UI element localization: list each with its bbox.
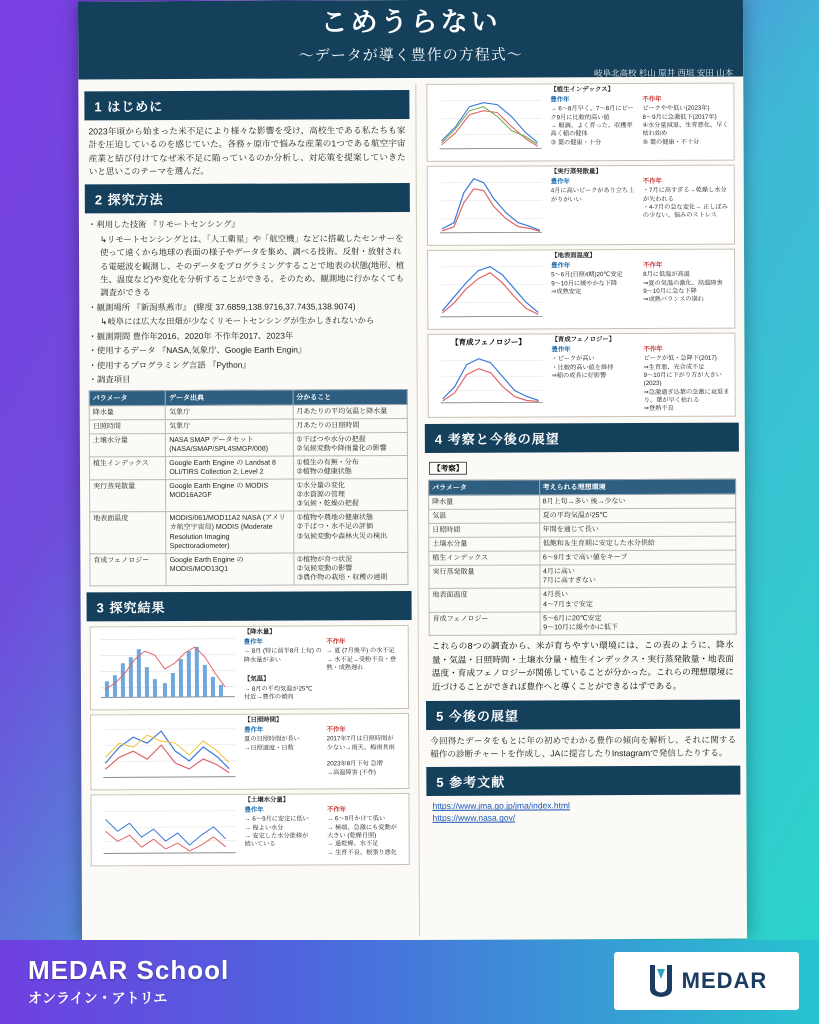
note-title: 【育成フェノロジー】 bbox=[551, 336, 616, 344]
section-heading-intro: 1 はじめに bbox=[84, 90, 409, 120]
cell-source: Google Earth Engine の MODIS MOD16A2GF bbox=[166, 479, 293, 512]
cell-ideal: 5〜6月に20℃安定 9〜10月に緩やかに低下 bbox=[540, 611, 737, 635]
note-bad-head: 不作年 bbox=[643, 261, 663, 269]
note-good-text: → 8月 (特に前半8月上旬) の降水量が多い bbox=[243, 647, 322, 664]
cell-source: NASA SMAP データセット (NASA/SMAP/SPL4SMGP/008) bbox=[166, 433, 293, 457]
table-row bbox=[89, 432, 407, 457]
note-good-text: 4月に高いピークがあり立ち上がりがいい bbox=[550, 187, 635, 204]
cell-finding: ①干ばつや水分の把握 ②気候変動や降雨量化の影響 bbox=[293, 432, 408, 456]
chart-ndvi bbox=[427, 84, 547, 161]
cell-ideal: 4月長い 4〜7月まで安定 bbox=[540, 588, 737, 612]
soil-moisture-chart-svg bbox=[93, 797, 239, 864]
cell-finding: ①水分量の変化 ②水資源の管理 ③気候・乾燥の把握 bbox=[293, 479, 408, 512]
note-bad-head: 不作年 bbox=[643, 345, 663, 353]
note-bad-head: 不作年 bbox=[642, 95, 662, 103]
cell-source: Google Earth Engine の Landsat 8 OLI/TIRS Collection 2, Level 2 bbox=[166, 456, 293, 480]
table-row bbox=[429, 611, 736, 636]
chart-sunshine bbox=[91, 715, 241, 790]
table-row bbox=[429, 536, 736, 551]
cell-param: 土壌水分量 bbox=[429, 537, 540, 552]
cell-source: 気象庁 bbox=[166, 405, 293, 420]
cell-param: 気温 bbox=[429, 509, 540, 524]
note-sunshine bbox=[241, 714, 408, 789]
note-bad-head: 不作年 bbox=[326, 725, 346, 734]
method-bullet-2: ・観測場所 『新潟県燕市』 (緯度 37.6859,138.9716,37.7435,138.9074) bbox=[88, 301, 356, 313]
note-good-text: ・ピークが高い ・比較的高い値を維持 ⇒稲の成長に好影響 bbox=[551, 355, 614, 380]
th-param: パラメータ bbox=[429, 480, 540, 495]
table-row bbox=[429, 550, 736, 565]
method-bullet-7: ・調査項目 bbox=[88, 374, 131, 385]
cell-param: 降水量 bbox=[89, 405, 165, 419]
method-bullets bbox=[85, 217, 411, 387]
th-finding: 分かること bbox=[293, 389, 408, 404]
cell-param: 実行蒸発散量 bbox=[90, 480, 166, 513]
cell-ideal: 低飽和＆生育期に安定した水分供給 bbox=[539, 536, 736, 551]
method-bullet-3: ↳岐阜には広大な田畑が少なくリモートセンシングが生かしきれないから bbox=[100, 315, 375, 327]
parameter-table bbox=[89, 389, 409, 587]
note-ndvi bbox=[547, 84, 733, 161]
ideal-table-wrap bbox=[425, 478, 740, 635]
note-title: 【土壌水分量】 bbox=[244, 796, 290, 804]
cell-param: 実行蒸発散量 bbox=[429, 565, 540, 589]
poster-sheet bbox=[78, 0, 747, 941]
result-block-phenology bbox=[427, 333, 735, 418]
table-header-row bbox=[429, 479, 736, 495]
cell-param: 育成フェノロジー bbox=[429, 612, 540, 636]
outlook-body: 今回得たデータをもとに年の初めでわかる豊作の傾向を解析し、それに関する稲作の診断チャートを作成し、JAに提言したりInstagramで発信したりする。 bbox=[430, 734, 737, 760]
medar-logo bbox=[614, 952, 799, 1010]
section-heading-references: 5 参考文献 bbox=[426, 766, 740, 796]
note-good-head: 豊作年 bbox=[244, 806, 264, 814]
note-good-text: → 6〜9月に安定に低い → 程よい水分 → 安定した水分推移が 続いている bbox=[244, 815, 309, 849]
chart-evapotranspiration bbox=[428, 166, 548, 245]
brand-subtitle: オンライン・アトリエ bbox=[28, 990, 168, 1006]
result-block-precipitation bbox=[90, 625, 409, 710]
brand-block bbox=[28, 955, 229, 1008]
note-title: 【降水量】 bbox=[243, 628, 276, 636]
discussion-conclusion: これらの8つの調査から、米が育ちやすい環境には、この表のように、降水量・気温・日照時間・土壌水分量・植生インデックス・実行蒸発散量・地表面温度・育成フェノロジーが関係していることが分かった。これらの理想環境に近づけることができれば豊作へと導くことができるはずである。 bbox=[431, 639, 734, 692]
lst-chart-svg bbox=[430, 252, 546, 327]
table-row bbox=[90, 479, 408, 513]
method-bullet-0: ・利用した技術 『リモートセンシング』 bbox=[87, 219, 240, 230]
parameter-table-wrap bbox=[86, 389, 412, 587]
note-bad-text: → 夏 (7月後半) の水不足 → 水不足→受粉不良・登熟・成熟遅れ bbox=[326, 647, 397, 672]
note-bad-head: 不作年 bbox=[326, 637, 346, 646]
phenology-chart-label: 【育成フェノロジー】 bbox=[451, 337, 526, 347]
note-bad-text: ・7月に高すぎる→乾燥し水分が失われる ・4-7月の急な変化→ 正しぼみの少ない、悩みのストレス bbox=[642, 186, 728, 220]
chart-phenology bbox=[428, 334, 548, 416]
cell-param: 地表面温度 bbox=[90, 512, 166, 554]
page-title: こめうらない bbox=[320, 6, 501, 38]
right-column bbox=[416, 83, 741, 936]
table-row bbox=[429, 494, 736, 509]
cell-param: 日照時間 bbox=[89, 419, 165, 433]
note-soil-moisture bbox=[241, 794, 408, 865]
note-precipitation bbox=[241, 626, 408, 709]
page-subtitle: 〜データが導く豊作の方程式〜 bbox=[298, 46, 523, 65]
section-heading-results: 3 探究結果 bbox=[87, 591, 412, 621]
cell-param: 植生インデックス bbox=[429, 551, 540, 566]
left-column bbox=[84, 84, 420, 937]
cell-ideal: 6〜9月まで高い値をキープ bbox=[539, 550, 736, 565]
chart-precipitation bbox=[91, 627, 241, 710]
cell-ideal: 8月上旬→多い 後→少ない bbox=[539, 494, 736, 509]
note-title: 【日照時間】 bbox=[244, 716, 283, 724]
note-title: 【地表面温度】 bbox=[551, 252, 596, 260]
th-source: データ出典 bbox=[165, 390, 292, 406]
sunshine-chart-svg bbox=[93, 717, 239, 788]
cell-ideal: 4月に高い 7月に高すぎない bbox=[539, 564, 736, 588]
discussion-label: 【考察】 bbox=[429, 462, 467, 475]
th-ideal: 考えられる理想環境 bbox=[539, 479, 736, 495]
note-good-head: 豊作年 bbox=[550, 177, 570, 186]
note-lst bbox=[548, 250, 734, 329]
authors-line: 岐阜北高校 杉山 原井 西垣 安田 山本 bbox=[593, 67, 734, 79]
method-bullet-1: ↳リモートセンシングとは、「人工衛星」や「航空機」などに搭載したセンサーを使って遠くから地球の表面の様子やデータを集め、調べる技術。反射・放射される電磁波を観測し、そのデータをプログラミングすることで地表の状態(地形、植生、温度など)や変化を分析することができる。そのため、観測地に行かなくても調査ができる bbox=[99, 232, 405, 298]
chart-soil-moisture bbox=[91, 795, 241, 866]
note-extra-text: → 8月の平均気温が25℃ 付近→豊作の傾向 bbox=[243, 685, 313, 702]
table-row bbox=[89, 455, 407, 480]
cell-param: 植生インデックス bbox=[89, 456, 165, 480]
reference-link-nasa[interactable]: https://www.nasa.gov/ bbox=[432, 813, 516, 824]
note-bad-head: 不作年 bbox=[642, 177, 662, 185]
note-good-head: 豊作年 bbox=[243, 638, 263, 646]
table-row bbox=[429, 588, 736, 613]
cell-param: 日照時間 bbox=[429, 523, 540, 538]
poster-columns bbox=[78, 77, 747, 938]
table-row bbox=[89, 418, 407, 433]
poster-title-band bbox=[78, 0, 743, 79]
phenology-chart-svg bbox=[430, 348, 546, 411]
cell-finding: 月あたりの日照時間 bbox=[293, 418, 408, 433]
note-bad-text: → 6〜9月かけて低い → 極端、急激にも変動が 大きい (乾燥日照) → 過乾燥、水不足 → 生育不良、根張り悪化 bbox=[327, 815, 397, 857]
result-block-sunshine bbox=[90, 713, 409, 790]
table-row bbox=[429, 522, 736, 537]
cell-finding: ①植物が育つ状況 ②気候変動の影響 ③農作物の栽培・収穫の適期 bbox=[293, 552, 408, 585]
table-row bbox=[429, 564, 736, 589]
note-bad-head: 不作年 bbox=[326, 805, 347, 814]
note-bad-text: 8月に低温が高温 ⇒夏の気温の激化、高温障害 9〜10月に急な下降 ⇒成熟バランスの崩れ bbox=[643, 271, 723, 304]
note-extra-head: 【気温】 bbox=[243, 675, 270, 684]
cell-param: 育成フェノロジー bbox=[90, 553, 166, 586]
note-good-head: 豊作年 bbox=[551, 345, 571, 354]
cell-finding: ①植生の有無・分布 ②植物の健康状態 bbox=[293, 455, 408, 479]
cell-source: Google Earth Engine の MODIS/MOD13Q1 bbox=[166, 553, 293, 586]
note-bad-text: ピークが低・急降下(2017) ⇒生育悪、光合成不足 9〜10月に下がり方が大きい(2023) ⇒急激過ぎ込葉の急激に衰退まり、葉が早く枯れる ⇒登熟不良 bbox=[643, 354, 730, 413]
method-bullet-5: ・使用するデータ 『NASA,気象庁、Google Earth Engin』 bbox=[88, 344, 307, 356]
precipitation-chart-svg bbox=[93, 629, 239, 708]
section-heading-method: 2 探究方法 bbox=[85, 183, 410, 213]
cell-param: 降水量 bbox=[429, 495, 540, 510]
evapotranspiration-chart-svg bbox=[430, 168, 546, 243]
table-row bbox=[90, 552, 408, 586]
cell-param: 地表面温度 bbox=[429, 588, 540, 612]
note-good-head: 豊作年 bbox=[550, 95, 570, 104]
table-row bbox=[429, 508, 736, 523]
ndvi-chart-svg bbox=[429, 86, 545, 159]
intro-body: 2023年頃から始まった米不足により様々な影響を受け、高校生である私たちも家計を圧迫しているのを感じていた。各務ヶ原市で悩みな産業の1つである航空宇宙産業と結び付けてなぜ米不足に陥っているのか分析し、対応策を提案していきたいと思いこのテーマを選んだ。 bbox=[88, 125, 406, 177]
reference-link-jma[interactable]: https://www.jma.go.jp/jma/index.html bbox=[432, 800, 570, 812]
result-block-lst bbox=[427, 249, 735, 330]
cell-ideal: 夏の平均気温が25℃ bbox=[539, 508, 736, 523]
cell-source: 気象庁 bbox=[166, 419, 293, 434]
note-good-text: 5〜6月(日照4期)20℃安定 9〜10月に緩やかな下降 ⇒成熟安定 bbox=[551, 271, 623, 296]
note-good-head: 豊作年 bbox=[244, 726, 264, 734]
result-block-soil-moisture bbox=[90, 793, 409, 866]
table-header-row bbox=[89, 389, 407, 405]
note-good-text: → 6〜8月早く、7〜8月にピーク9月に比較的高い値 → 順調、よく育った、収穫率高く稲の健体 ③ 葉の健康・十分 bbox=[550, 105, 634, 147]
section-heading-discussion: 4 考察と今後の展望 bbox=[425, 422, 739, 452]
note-title: 【実行蒸発散量】 bbox=[550, 168, 602, 176]
note-bad-text: 2017年7月は日照時間が 少ない→雨天、梅雨長雨 2023年8月下旬 急増 →高温障害 (不作) bbox=[326, 735, 395, 777]
method-bullet-4: ・観測期間 豊作年2016、2020年 不作年2017、2023年 bbox=[88, 330, 294, 342]
brand-title: MEDAR School bbox=[28, 955, 230, 985]
table-row bbox=[90, 511, 408, 554]
cell-ideal: 年間を通じて長い bbox=[539, 522, 736, 537]
cell-finding: 月あたりの平均気温と降水量 bbox=[293, 404, 408, 419]
note-good-text: 夏の日照時間が長い →日照適度・日数 bbox=[244, 735, 300, 752]
th-param: パラメータ bbox=[89, 390, 165, 405]
chart-lst bbox=[428, 250, 548, 329]
note-title: 【植生インデックス】 bbox=[550, 86, 615, 94]
note-bad-text: ピークやや低い(2023年) 8〜9月に急激低下(2017年) ④水分量減退、生育悪化、早く枯れ始め ⑤ 葉の健康・不十分 bbox=[642, 104, 729, 146]
section-heading-outlook: 5 今後の展望 bbox=[426, 699, 740, 729]
note-good-head: 豊作年 bbox=[551, 261, 571, 270]
result-block-ndvi bbox=[426, 83, 734, 162]
method-bullet-6: ・使用するプログラミング言語 『Python』 bbox=[88, 359, 251, 371]
result-block-evapotranspiration bbox=[427, 165, 735, 246]
medar-logo-text: MEDAR bbox=[681, 968, 768, 993]
cell-source: MODIS/061/MOD11A2 NASA (アメリカ航空宇宙局) MODIS (Moderate Resolution Imaging Spectroradiometer) bbox=[166, 511, 293, 553]
table-row bbox=[89, 404, 407, 419]
cell-param: 土壌水分量 bbox=[89, 433, 165, 457]
medar-mark-icon bbox=[646, 963, 676, 999]
note-evapotranspiration bbox=[548, 166, 734, 245]
note-phenology bbox=[548, 334, 734, 417]
cell-finding: ①植物や農地の健康状態 ②干ばつ・水不足の評価 ③気候変動や森林火災の検出 bbox=[293, 511, 408, 553]
ideal-environment-table bbox=[428, 478, 737, 635]
